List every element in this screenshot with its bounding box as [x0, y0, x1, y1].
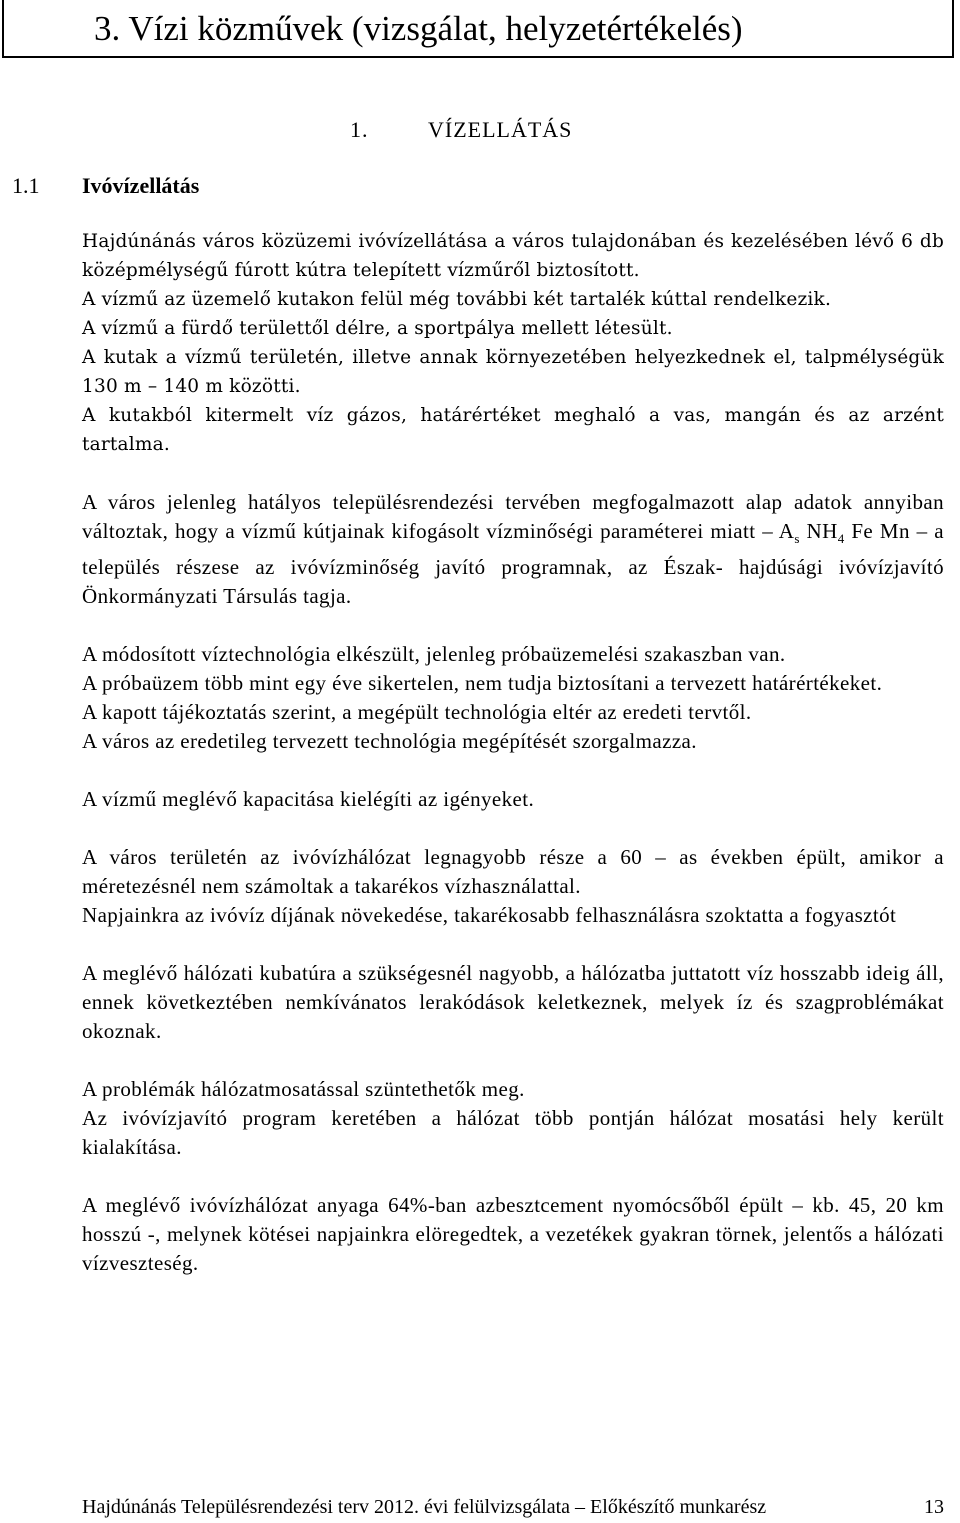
page-number: 13 [924, 1496, 944, 1518]
paragraph: A meglévő hálózati kubatúra a szükségesnél nagyobb, a hálózatba juttatott víz hosszabb ideig áll, ennek következtében nemkívánatos lerakódások keletkeznek, melyek íz és szagproblémákat okoznak. [82, 961, 944, 1044]
subsection-title: Ivóvízellátás [82, 173, 200, 198]
paragraph: A vízmű az üzemelő kutakon felül még további két tartalék kúttal rendelkezik. [82, 289, 832, 310]
paragraph-block [82, 843, 944, 930]
body-content [82, 227, 944, 1307]
paragraph: A meglévő ivóvízhálózat anyaga 64%-ban azbesztcement nyomócsőből épült – kb. 45, 20 km hosszú -, melynek kötései napjainkra elöregedtek, a vezetékek gyakran törnek, jelentős a hálózati vízveszteség. [82, 1193, 944, 1276]
paragraph: A próbaüzem több mint egy éve sikertelen, nem tudja biztosítani a tervezett határértékeket. [82, 671, 883, 696]
paragraph: Hajdúnánás város közüzemi ivóvízellátása a város tulajdonában és kezelésében lévő 6 db középmélységű fúrott kútra telepített vízműről biztosított. [82, 231, 944, 281]
section-heading [350, 116, 572, 144]
chapter-title-box [2, 0, 954, 58]
section-number: 1. [350, 117, 369, 142]
paragraph-block [82, 640, 944, 756]
paragraph: A vízmű meglévő kapacitása kielégíti az igényeket. [82, 787, 535, 812]
subsection-heading [12, 172, 199, 200]
paragraph-block [82, 785, 944, 814]
footer-text: Hajdúnánás Településrendezési terv 2012. évi felülvizsgálata – Előkészítő munkarész [82, 1496, 767, 1518]
paragraph-block [82, 1075, 944, 1162]
paragraph-block [82, 488, 944, 611]
paragraph: A kutak a vízmű területén, illetve annak környezetében helyezkednek el, talpmélységük 130 m – 140 m közötti. [82, 347, 944, 397]
paragraph: A problémák hálózatmosatással szüntethetők meg. [82, 1077, 525, 1102]
paragraph: A módosított víztechnológia elkészült, jelenleg próbaüzemelési szakaszban van. [82, 642, 786, 667]
paragraph: A kutakból kitermelt víz gázos, határértéket meghaló a vas, mangán és az arzént tartalma. [82, 405, 944, 455]
paragraph: Az ivóvízjavító program keretében a hálózat több pontján hálózat mosatási hely került kialakítása. [82, 1106, 944, 1160]
chapter-title: 3. Vízi közművek (vizsgálat, helyzetértékelés) [94, 9, 743, 48]
paragraph: A város területén az ivóvízhálózat legnagyobb része a 60 – as években épült, amikor a méretezésnél nem számoltak a takarékos vízhasználattal. [82, 845, 944, 899]
subsection-number: 1.1 [12, 173, 40, 198]
paragraph: A kapott tájékoztatás szerint, a megépült technológia eltér az eredeti tervtől. [82, 700, 752, 725]
section-title: VÍZELLÁTÁS [428, 117, 573, 142]
paragraph: Napjainkra az ivóvíz díjának növekedése, takarékosabb felhasználásra szoktatta a fogyasztót [82, 903, 897, 928]
paragraph: A város az eredetileg tervezett technológia megépítését szorgalmazza. [82, 729, 697, 754]
paragraph: A vízmű a fürdő területtől délre, a sportpálya mellett létesült. [82, 318, 673, 339]
paragraph-block [82, 227, 944, 459]
page-footer [82, 1495, 944, 1519]
paragraph: A város jelenleg hatályos településrendezési tervében megfogalmazott alap adatok annyiban változtak, hogy a vízmű kútjainak kifogásolt vízminőségi paraméterei miatt – $A_s$ $NH_4$ Fe Mn – a település részese az ivóvízminőség javító programnak, az Észak- hajdúsági ivóvízjavító Önkormányzati Társulás tagja. [82, 490, 945, 609]
paragraph-block [82, 959, 944, 1046]
paragraph-block [82, 1191, 944, 1278]
